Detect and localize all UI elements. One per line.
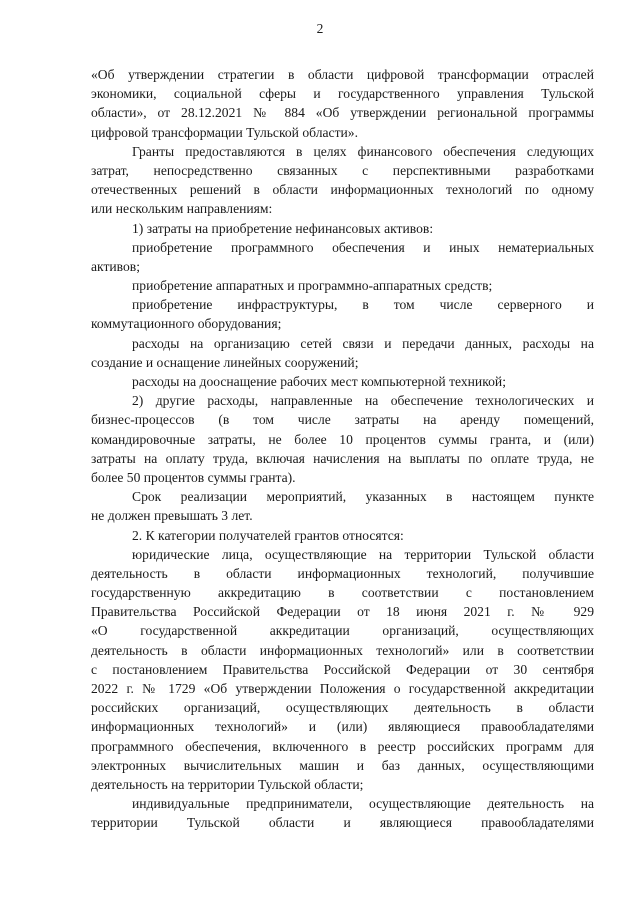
text-line: или нескольким направлениям: bbox=[91, 201, 273, 217]
text-line: приобретение программного обеспечения и иных нематериальных bbox=[132, 239, 594, 255]
text-line: 2. К категории получателей грантов относятся: bbox=[132, 527, 404, 543]
text-line: «О государственной аккредитации организаций, осуществляющих bbox=[91, 623, 594, 639]
text-line: 2) другие расходы, направленные на обеспечение технологических и bbox=[132, 393, 594, 409]
text-line: Гранты предоставляются в целях финансового обеспечения следующих bbox=[132, 143, 594, 159]
text-line: Правительства Российской Федерации от 18 июня 2021 г. № 929 bbox=[91, 604, 594, 620]
text-line: расходы на дооснащение рабочих мест компьютерной техникой; bbox=[132, 374, 506, 389]
text-line: 2022 г. № 1729 «Об утверждении Положения о государственной аккредитации bbox=[91, 681, 594, 696]
text-line: с постановлением Правительства Российской Федерации от 30 сентября bbox=[91, 661, 594, 677]
text-line: области», от 28.12.2021 № 884 «Об утверждении региональной программы bbox=[91, 105, 594, 121]
text-line: активов; bbox=[91, 258, 140, 274]
text-line: экономики, социальной сферы и государственного управления Тульской bbox=[91, 86, 594, 102]
text-line: приобретение аппаратных и программно-аппаратных средств; bbox=[132, 278, 493, 294]
text-line: коммутационного оборудования; bbox=[91, 316, 282, 332]
text-line: деятельность в области информационных технологий, получившие bbox=[91, 565, 594, 581]
text-line: создание и оснащение линейных сооружений; bbox=[91, 354, 359, 370]
document-body bbox=[91, 65, 594, 833]
text-line: Срок реализации мероприятий, указанных в настоящем пункте bbox=[132, 489, 594, 505]
text-line: «Об утверждении стратегии в области цифровой трансформации отраслей bbox=[91, 67, 594, 82]
text-line: электронных вычислительных машин и баз данных, осуществляющими bbox=[91, 757, 594, 773]
text-line: 1) затраты на приобретение нефинансовых активов: bbox=[132, 220, 434, 236]
text-line: деятельность в области информационных технологий» или в соответствии bbox=[91, 642, 594, 658]
text-line: командировочные затраты, не более 10 процентов суммы гранта, и (или) bbox=[91, 431, 594, 447]
text-line: расходы на организацию сетей связи и передачи данных, расходы на bbox=[132, 335, 594, 351]
page-number: 2 bbox=[316, 21, 324, 36]
text-line: индивидуальные предприниматели, осуществляющие деятельность на bbox=[132, 796, 594, 812]
text-line: российских организаций, осуществляющих деятельность в области bbox=[91, 700, 594, 716]
text-line: бизнес-процессов (в том числе затраты на аренду помещений, bbox=[91, 412, 594, 428]
text-line: юридические лица, осуществляющие на территории Тульской области bbox=[132, 546, 594, 562]
text-line: информационных технологий» и (или) являющиеся правообладателями bbox=[91, 719, 594, 735]
text-line: не должен превышать 3 лет. bbox=[91, 508, 253, 524]
text-line: затрат, непосредственно связанных с перспективными разработками bbox=[91, 162, 594, 178]
text-line: государственную аккредитацию в соответствии с постановлением bbox=[91, 585, 594, 601]
text-line: деятельность на территории Тульской области; bbox=[91, 776, 364, 792]
text-line: территории Тульской области и являющиеся правообладателями bbox=[91, 815, 594, 831]
text-line: программного обеспечения, включенного в реестр российских программ для bbox=[91, 738, 594, 754]
text-line: отечественных решений в области информационных технологий по одному bbox=[91, 182, 594, 198]
text-line: цифровой трансформации Тульской области». bbox=[91, 124, 358, 140]
text-line: более 50 процентов суммы гранта). bbox=[91, 469, 296, 485]
text-line: приобретение инфраструктуры, в том числе серверного и bbox=[132, 297, 594, 313]
text-line: затраты на оплату труда, включая начисления на выплаты по оплате труда, не bbox=[91, 450, 594, 466]
